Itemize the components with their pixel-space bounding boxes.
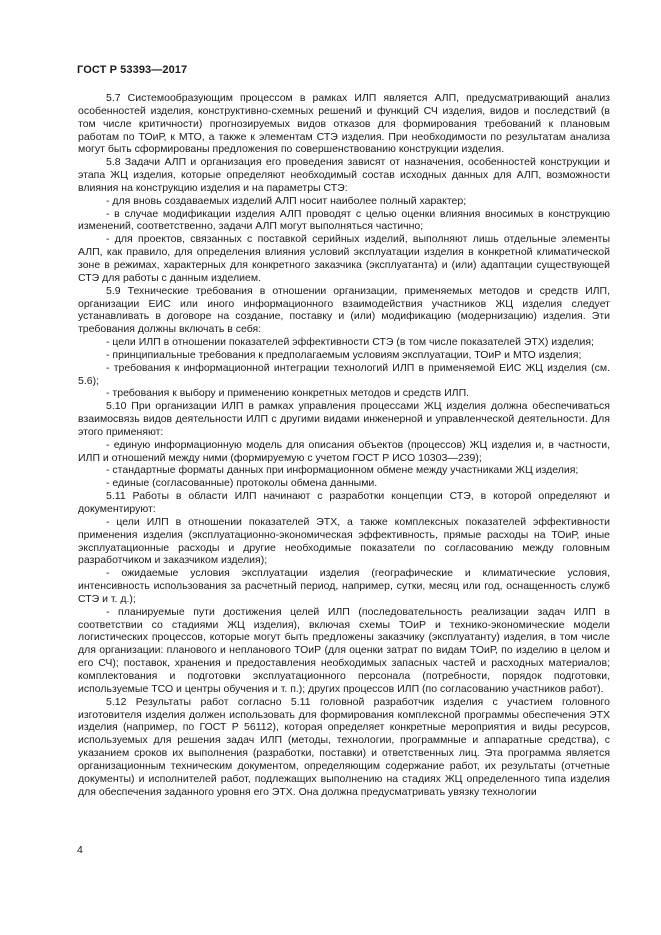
list-item: - принципиальные требования к предполагаемым условиям эксплуатации, ТОиР и МТО изделия; xyxy=(106,348,582,361)
list-item: - для вновь создаваемых изделий АЛП носит наиболее полный характер; xyxy=(106,194,467,207)
list-item: - единые (согласованные) протоколы обмена данными. xyxy=(106,477,378,490)
list-item: - единую информационную модель для описания объектов (процессов) ЖЦ изделия и, в частности, ИЛП и отношений между ними (формируемую с учетом ГОСТ Р ИСО 10303—239); xyxy=(78,438,610,464)
paragraph-5-9: 5.9 Технические требования в отношении организации, применяемых методов и средств ИЛП, организации ЕИС или иного информационного взаимодействия участников ЖЦ изделия следует устанавливать в договоре на создание, поставку и (или) модификацию (модернизацию) изделия. Эти требования должны включать в себя: xyxy=(78,284,610,336)
paragraph-5-7: 5.7 Системообразующим процессом в рамках ИЛП является АЛП, предусматривающий анализ особенностей изделия, конструктивно-схемных решений и функций СЧ изделия, видов и последствий (в том числе критичности) прогнозируемых видов отказов для формирования требований к плановым работам по ТОиР, к МТО, а также к элементам СТЭ изделия. При необходимости по результатам анализа могут быть сформированы предложения по совершенствованию конструкции изделия. xyxy=(78,92,610,156)
paragraph-5-10: 5.10 При организации ИЛП в рамках управления процессами ЖЦ изделия должна обеспечиваться взаимосвязь видов деятельности ИЛП с другими видами инженерной и управленческой деятельности. Для этого применяют: xyxy=(78,400,610,438)
list-item: - требования к информационной интеграции технологий ИЛП в применяемой ЕИС ЖЦ изделия (см. 5.6); xyxy=(78,361,610,387)
paragraph-5-11: 5.11 Работы в области ИЛП начинают с разработки концепции СТЭ, в которой определяют и документируют: xyxy=(78,490,610,515)
list-item: - цели ИЛП в отношении показателей эффективности СТЭ (в том числе показателей ЭТХ) изделия; xyxy=(106,336,594,349)
paragraph-5-8: 5.8 Задачи АЛП и организация его проведения зависят от назначения, особенностей конструкции и этапа ЖЦ изделия, которые определяют необходимый состав исходных данных для АЛП, возможности влияния на конструкцию изделия и на параметры СТЭ: xyxy=(78,156,610,194)
document-header: ГОСТ Р 53393—2017 xyxy=(77,64,188,76)
list-item: - в случае модификации изделия АЛП проводят с целью оценки влияния вносимых в конструкцию изменений, соответственно, задачи АЛП могут выполняться частично; xyxy=(78,207,610,233)
page-number: 4 xyxy=(77,844,83,856)
list-item: - требования к выбору и применению конкретных методов и средств ИЛП. xyxy=(106,387,470,400)
list-item: - цели ИЛП в отношении показателей ЭТХ, а также комплексных показателей эффективности применения изделия (эксплуатационно-экономическая эффективность, прямые расходы на ТОиР, иные эксплуатационные расходы и другие необходимые показатели по согласованию между головным разработчиком и заказчиком изделия); xyxy=(78,515,610,567)
list-item: - ожидаемые условия эксплуатации изделия (географические и климатические условия, интенсивность использования за расчетный период, например, сутки, месяц или год, оснащенность служб СТЭ и т. д.); xyxy=(78,567,610,605)
document-body xyxy=(78,92,610,798)
paragraph-5-12: 5.12 Результаты работ согласно 5.11 головной разработчик изделия с участием головного изготовителя изделия должен использовать для формирования комплексной программы обеспечения ЭТХ изделия (например, по ГОСТ Р 56112), которая определяет конкретные мероприятия и виды ресурсов, используемых для решения задач ИЛП (методы, технологии, программные и аппаратные средства), с указанием сроков их выполнения (разработки, поставки) и ответственных лиц. Эта программа является организационным техническим документом, определяющим содержание работ, их результаты (отчетные документы) и исполнителей работ, подлежащих выполнению на стадиях ЖЦ определенного типа изделия для обеспечения заданного уровня его ЭТХ. Она должна предусматривать увязку технологии xyxy=(78,695,610,798)
list-item: - стандартные форматы данных при информационном обмене между участниками ЖЦ изделия; xyxy=(106,464,579,477)
list-item: - планируемые пути достижения целей ИЛП (последовательность реализации задач ИЛП в соответствии со стадиями ЖЦ изделия), включая схемы ТОиР и технико-экономические модели логистических процессов, которые могут быть предложены заказчику (эксплуатанту) изделия, в том числе для организации: планового и непланового ТОиР (для оценки затрат по видам ТОиР, по изделию в целом и его СЧ); поставок, хранения и предоставления необходимых запасных частей и расходных материалов; комплектования и подготовки эксплуатационного персонала (потребности, порядок подготовки, используемые ТСО и центры обучения и т. п.); других процессов ИЛП (по согласованию участников работ). xyxy=(78,605,610,695)
list-item: - для проектов, связанных с поставкой серийных изделий, выполняют лишь отдельные элементы АЛП, как правило, для определения влияния условий эксплуатации изделия в конкретной климатической зоне в режимах, характерных для конкретного заказчика (эксплуатанта) и (или) адаптации существующей СТЭ для работы с данным изделием. xyxy=(78,233,610,284)
